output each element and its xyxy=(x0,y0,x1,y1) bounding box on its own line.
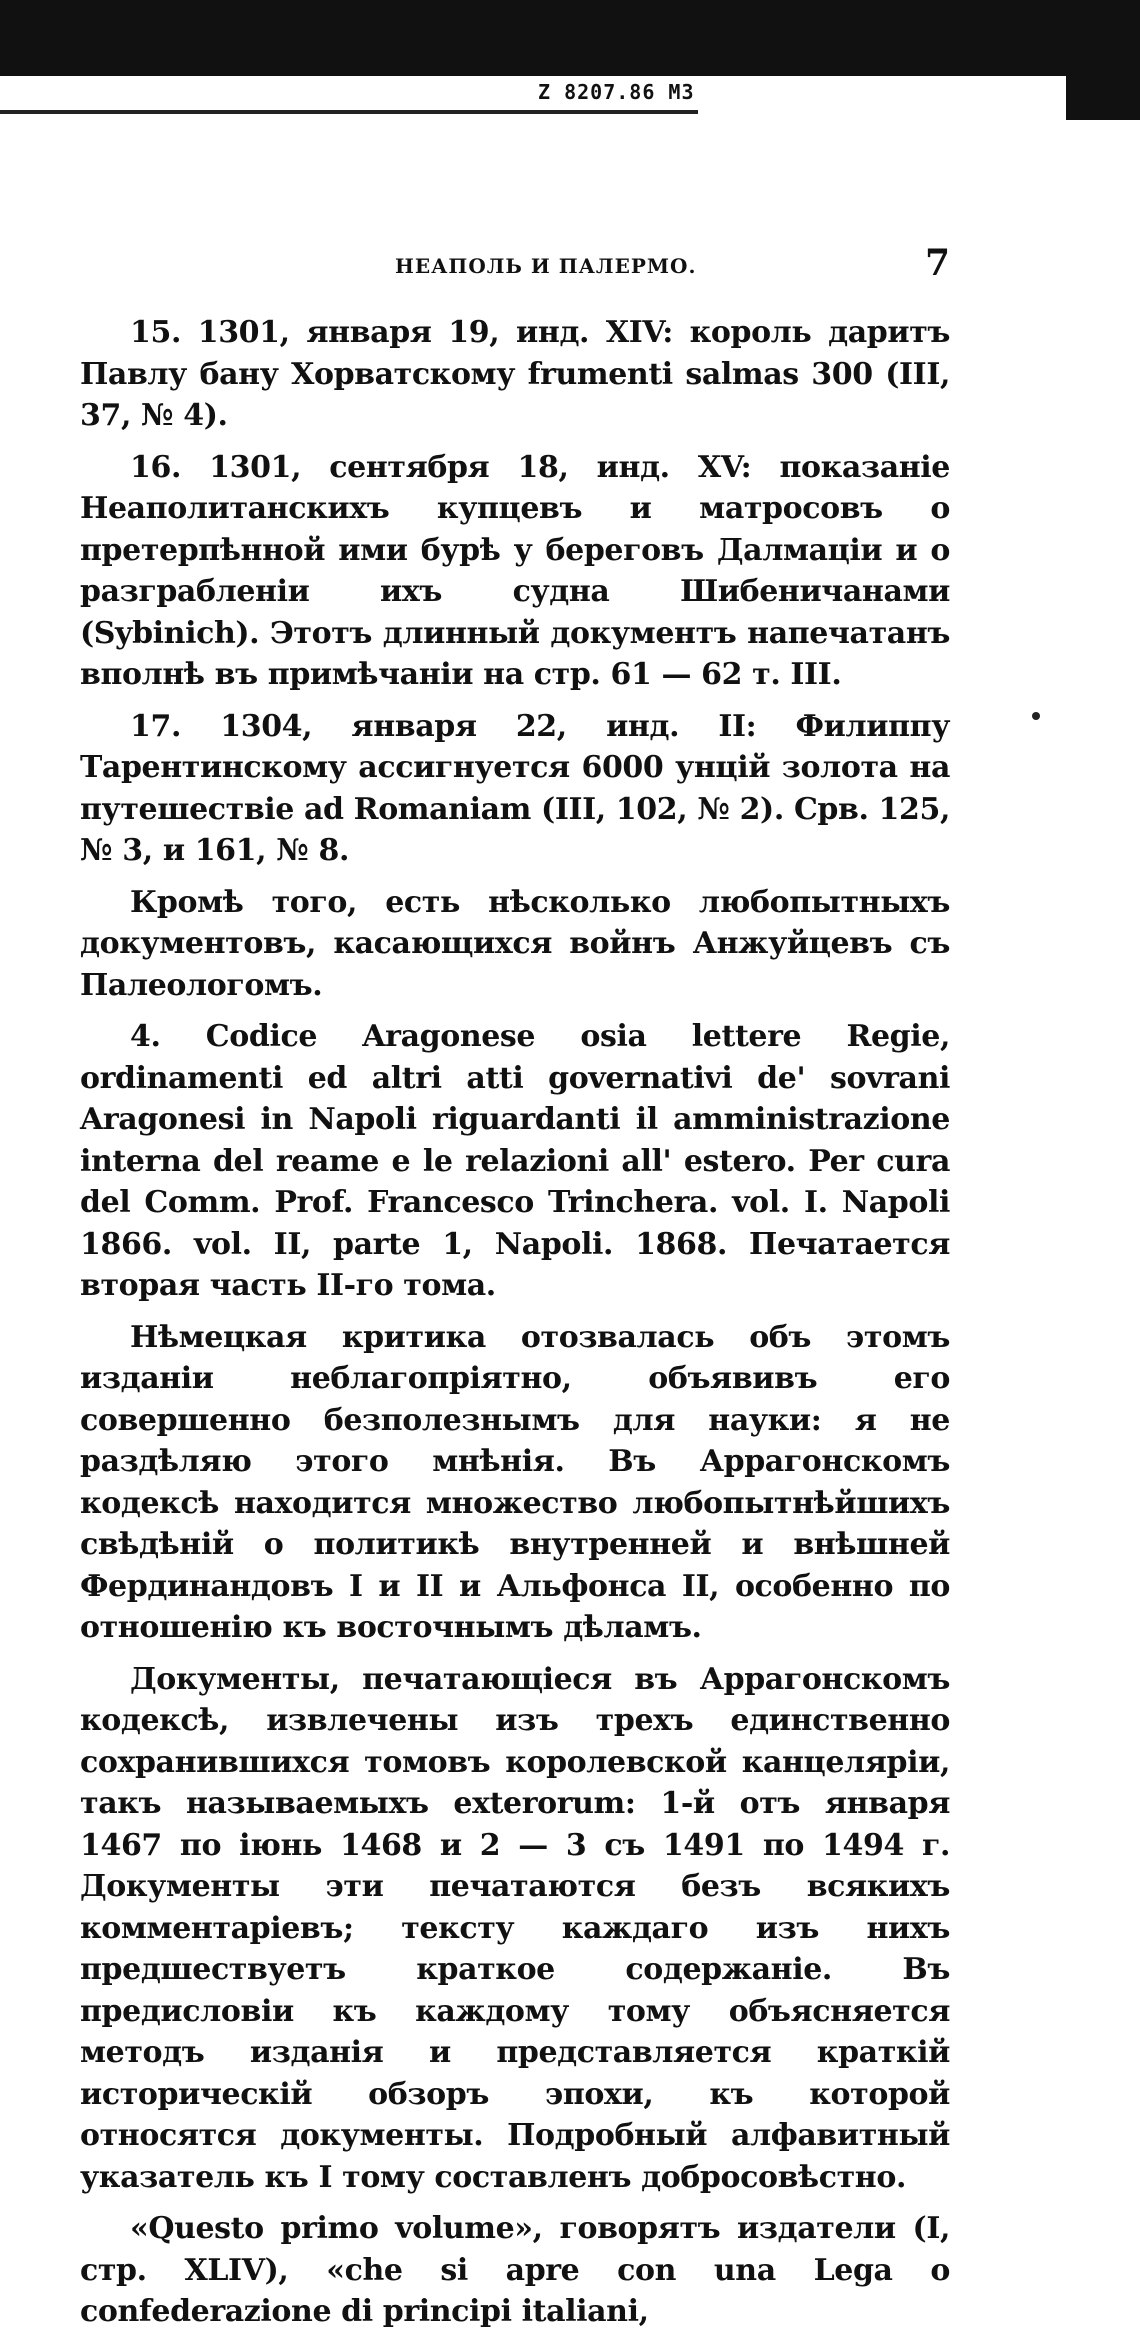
paragraph-entry-16: 16. 1301, сентября 18, инд. XV: показаніе Неаполитанскихъ купцевъ и матросовъ о претерпѣнной ими бурѣ у береговъ Далмаціи и о разграбленіи ихъ судна Шибеничанами (Sybinich). Этотъ длинный документъ напечатанъ вполнѣ въ примѣчаніи на стр. 61 — 62 т. III. xyxy=(80,449,950,692)
scan-border-top xyxy=(0,0,1140,76)
scan-border-right xyxy=(1066,60,1140,120)
paragraph-codice-aragonese: 4. Codice Aragonese osia lettere Regie, ordinamenti ed altri atti governativi de' sovrani Aragonesi in Napoli riguardanti il amministrazione interna del reame e le relazioni all' estero. Per cura del Comm. Prof. Francesco Trinchera. vol. I. Napoli 1866. vol. II, parte 1, Napoli. 1868. Печатается вторая часть II-го тома. xyxy=(80,1019,950,1303)
paragraph-documents-source: Документы, печатающіеся въ Аррагонскомъ кодексѣ, извлечены изъ трехъ единственно сохранившихся томовъ королевской канцеляріи, такъ называемыхъ exterorum: 1-й отъ января 1467 по іюнь 1468 и 2 — 3 съ 1491 по 1494 г. Документы эти печатаются безъ всякихъ комментаріевъ; тексту каждаго изъ нихъ предшествуетъ краткое содержаніе. Въ предисловіи къ каждому тому объясняется методъ изданія и представляется краткій историческій обзоръ эпохи, къ которой относятся документы. Подробный алфавитный указатель къ I тому составленъ добросовѣстно. xyxy=(80,1661,950,2195)
margin-mark xyxy=(1032,712,1040,720)
scan-stripe xyxy=(0,110,690,114)
page-number: 7 xyxy=(924,242,950,284)
paragraph-german-criticism: Нѣмецкая критика отозвалась объ этомъ изданіи неблагопріятно, объявивъ его совершенно безполезнымъ для науки: я не раздѣляю этого мнѣнія. Въ Аррагонскомъ кодексѣ находится множество любопытнѣйшихъ свѣдѣній о политикѣ внутренней и внѣшней Фердинандовъ I и II и Альфонса II, особенно по отношенію къ восточнымъ дѣламъ. xyxy=(80,1319,950,1645)
paragraph-anjou-documents: Кромѣ того, есть нѣсколько любопытныхъ документовъ, касающихся войнъ Анжуйцевъ съ Палеологомъ. xyxy=(80,884,950,1003)
paragraph-questo-primo-volume: «Questo primo volume», говорятъ издатели (I, стр. XLIV), «che si apre con una Lega o confederazione di principi italiani, xyxy=(80,2211,950,2329)
scan-stripe-tick xyxy=(690,110,698,114)
paragraph-entry-15: 15. 1301, января 19, инд. XIV: король даритъ Павлу бану Хорватскому frumenti salmas 300 (III, 37, № 4). xyxy=(80,315,950,433)
body-text xyxy=(80,312,950,2343)
running-title: НЕАПОЛЬ И ПАЛЕРМО. xyxy=(395,254,697,278)
paragraph-entry-17: 17. 1304, января 22, инд. II: Филиппу Тарентинскому ассигнуется 6000 унцій золота на путешествіе ad Romaniam (III, 102, № 2). Срв. 125, № 3, и 161, № 8. xyxy=(80,708,950,868)
library-call-number: Z 8207.86 M3 xyxy=(530,76,703,108)
running-head xyxy=(100,242,950,290)
